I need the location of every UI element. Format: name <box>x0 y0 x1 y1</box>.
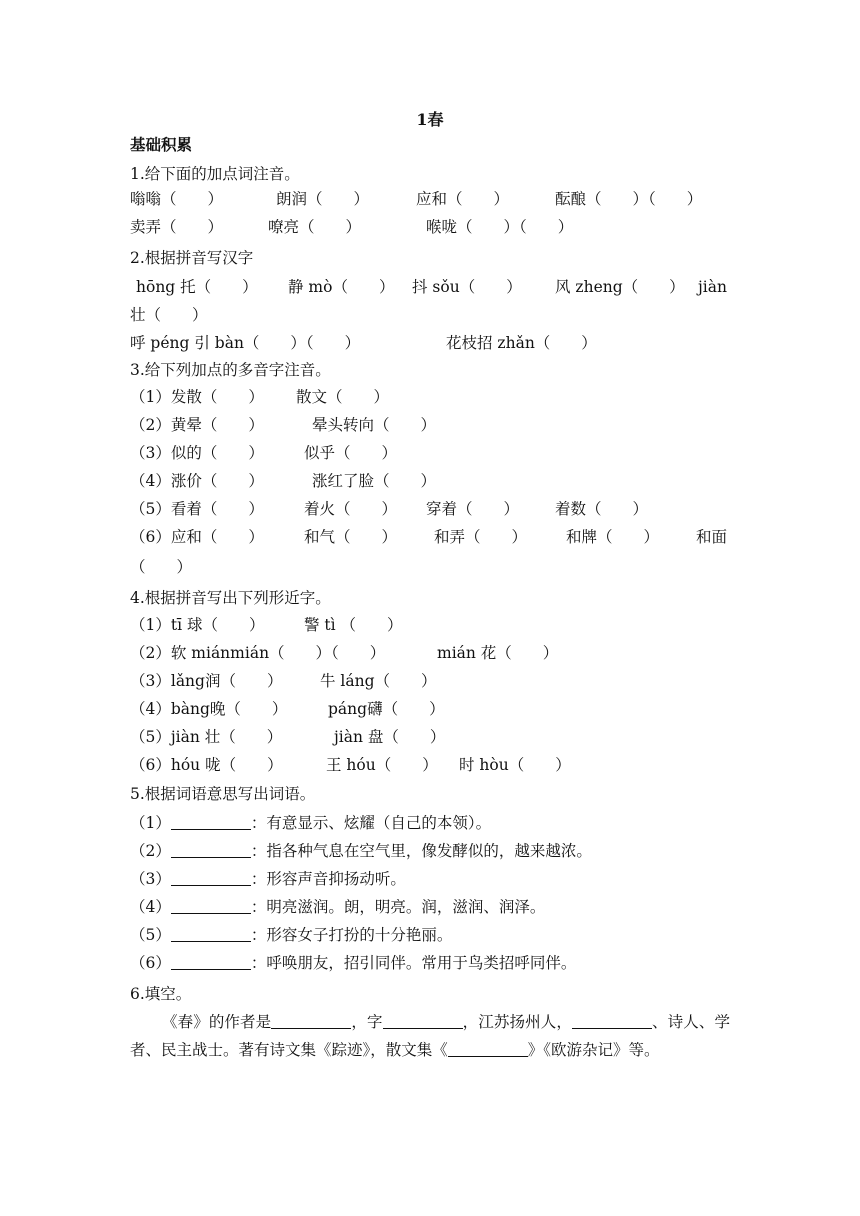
q2-item: 壮（ ） <box>130 306 208 324</box>
q4-item: （6）hóu 咙（ ） <box>130 756 283 774</box>
q3-item: 着数（ ） <box>555 500 649 518</box>
q6-heading: 6.填空。 <box>130 985 192 1003</box>
q5-row-number: （4） <box>130 898 171 916</box>
q4-item: 牛 láng（ ） <box>320 672 437 690</box>
q4-item: 警 tì （ ） <box>304 616 403 634</box>
q5-row-text: ：有意显示、炫耀（自己的本领）。 <box>250 814 492 832</box>
q3-item: 似乎（ ） <box>304 444 398 462</box>
q4-item: （2）软 miánmián（ ）（ ） <box>130 644 386 662</box>
q5-row-number: （2） <box>130 842 171 860</box>
q4-item: 王 hóu（ ） <box>326 756 438 774</box>
q6-text: ，字 <box>351 1013 383 1031</box>
answer-blank[interactable] <box>448 1040 528 1057</box>
answer-blank[interactable] <box>171 813 251 830</box>
q5-row-text: ：形容声音抑扬动听。 <box>250 870 406 888</box>
q2-item: jiàn <box>698 278 727 296</box>
q5-row <box>130 952 576 974</box>
q2-item: 静 mò（ ） <box>288 278 395 296</box>
q3-item: （4）涨价（ ） <box>130 472 264 490</box>
q5-row-number: （6） <box>130 954 171 972</box>
q3-item: 涨红了脸（ ） <box>312 472 437 490</box>
q2-item: 花枝招 zhǎn（ ） <box>446 334 597 352</box>
q3-item: （ ） <box>130 558 193 576</box>
q3-item: 散文（ ） <box>296 388 390 406</box>
q3-item: 和牌（ ） <box>566 528 660 546</box>
q2-item: 风 zheng（ ） <box>555 278 685 296</box>
q2-item: 抖 sǒu（ ） <box>412 278 522 296</box>
q3-item: 和弄（ ） <box>434 528 528 546</box>
q1-item: 卖弄（ ） <box>130 218 224 236</box>
q1-heading: 1.给下面的加点词注音。 <box>130 165 300 183</box>
q6-text: 《春》的作者是 <box>162 1013 272 1031</box>
answer-blank[interactable] <box>171 953 251 970</box>
q6-text: ，江苏扬州人， <box>462 1013 572 1031</box>
q1-item: 嘹亮（ ） <box>268 218 362 236</box>
q3-item: 着火（ ） <box>304 500 398 518</box>
q3-item: （5）看着（ ） <box>130 500 264 518</box>
answer-blank[interactable] <box>271 1012 351 1029</box>
q5-row <box>130 840 592 862</box>
q5-row-text: ：指各种气息在空气里，像发酵似的，越来越浓。 <box>250 842 592 860</box>
q1-item: 嗡嗡（ ） <box>130 190 224 208</box>
q5-row <box>130 868 406 890</box>
q2-heading: 2.根据拼音写汉字 <box>130 249 254 267</box>
q4-item: mián 花（ ） <box>437 644 559 662</box>
q3-heading: 3.给下列加点的多音字注音。 <box>130 361 331 379</box>
q2-item: 呼 péng 引 bàn（ ）（ ） <box>130 334 361 352</box>
q3-item: 晕头转向（ ） <box>312 416 437 434</box>
q3-item: 和气（ ） <box>304 528 398 546</box>
q4-item: 时 hòu（ ） <box>459 756 571 774</box>
q1-item: 应和（ ） <box>416 190 510 208</box>
q1-item: 酝酿（ ）（ ） <box>555 190 703 208</box>
q1-item: 朗润（ ） <box>276 190 370 208</box>
q3-item: 穿着（ ） <box>426 500 520 518</box>
q3-item: 和面 <box>696 528 728 546</box>
q4-item: páng礴（ ） <box>328 700 445 718</box>
q1-item: 喉咙（ ）（ ） <box>426 218 574 236</box>
q5-row-text: ：形容女子打扮的十分艳丽。 <box>250 926 453 944</box>
q5-row <box>130 924 452 946</box>
page-title: 1春 <box>416 110 444 129</box>
answer-blank[interactable] <box>383 1012 463 1029</box>
q5-row-text: ：明亮滋润。朗，明亮。润，滋润、润泽。 <box>250 898 546 916</box>
q5-heading: 5.根据词语意思写出词语。 <box>130 785 316 803</box>
q5-row-text: ：呼唤朋友，招引同伴。常用于鸟类招呼同伴。 <box>250 954 577 972</box>
q3-item: （2）黄晕（ ） <box>130 416 264 434</box>
q3-item: （1）发散（ ） <box>130 388 264 406</box>
q3-item: （6）应和（ ） <box>130 528 264 546</box>
q4-item: （3）lǎng润（ ） <box>130 672 283 690</box>
q5-row-number: （3） <box>130 870 171 888</box>
section-heading: 基础积累 <box>130 135 193 154</box>
q4-heading: 4.根据拼音写出下列形近字。 <box>130 589 331 607</box>
q4-item: （5）jiàn 壮（ ） <box>130 728 283 746</box>
q4-item: （1）tī 球（ ） <box>130 616 265 634</box>
q2-item: hōng 托（ ） <box>136 278 258 296</box>
q3-item: （3）似的（ ） <box>130 444 264 462</box>
q6-text: 、诗人、学者、民主战士。著有诗文集《踪迹》，散文集《 <box>130 1013 730 1059</box>
answer-blank[interactable] <box>171 841 251 858</box>
answer-blank[interactable] <box>171 897 251 914</box>
q6-text: 》《欧游杂记》等。 <box>527 1041 660 1059</box>
answer-blank[interactable] <box>171 925 251 942</box>
q4-item: （4）bàng晚（ ） <box>130 700 288 718</box>
answer-blank[interactable] <box>572 1012 652 1029</box>
answer-blank[interactable] <box>171 869 251 886</box>
q5-row-number: （5） <box>130 926 171 944</box>
q4-item: jiàn 盘（ ） <box>334 728 446 746</box>
q5-row-number: （1） <box>130 814 171 832</box>
q5-row <box>130 896 545 918</box>
q6-paragraph <box>130 1008 730 1064</box>
q5-row <box>130 812 491 834</box>
